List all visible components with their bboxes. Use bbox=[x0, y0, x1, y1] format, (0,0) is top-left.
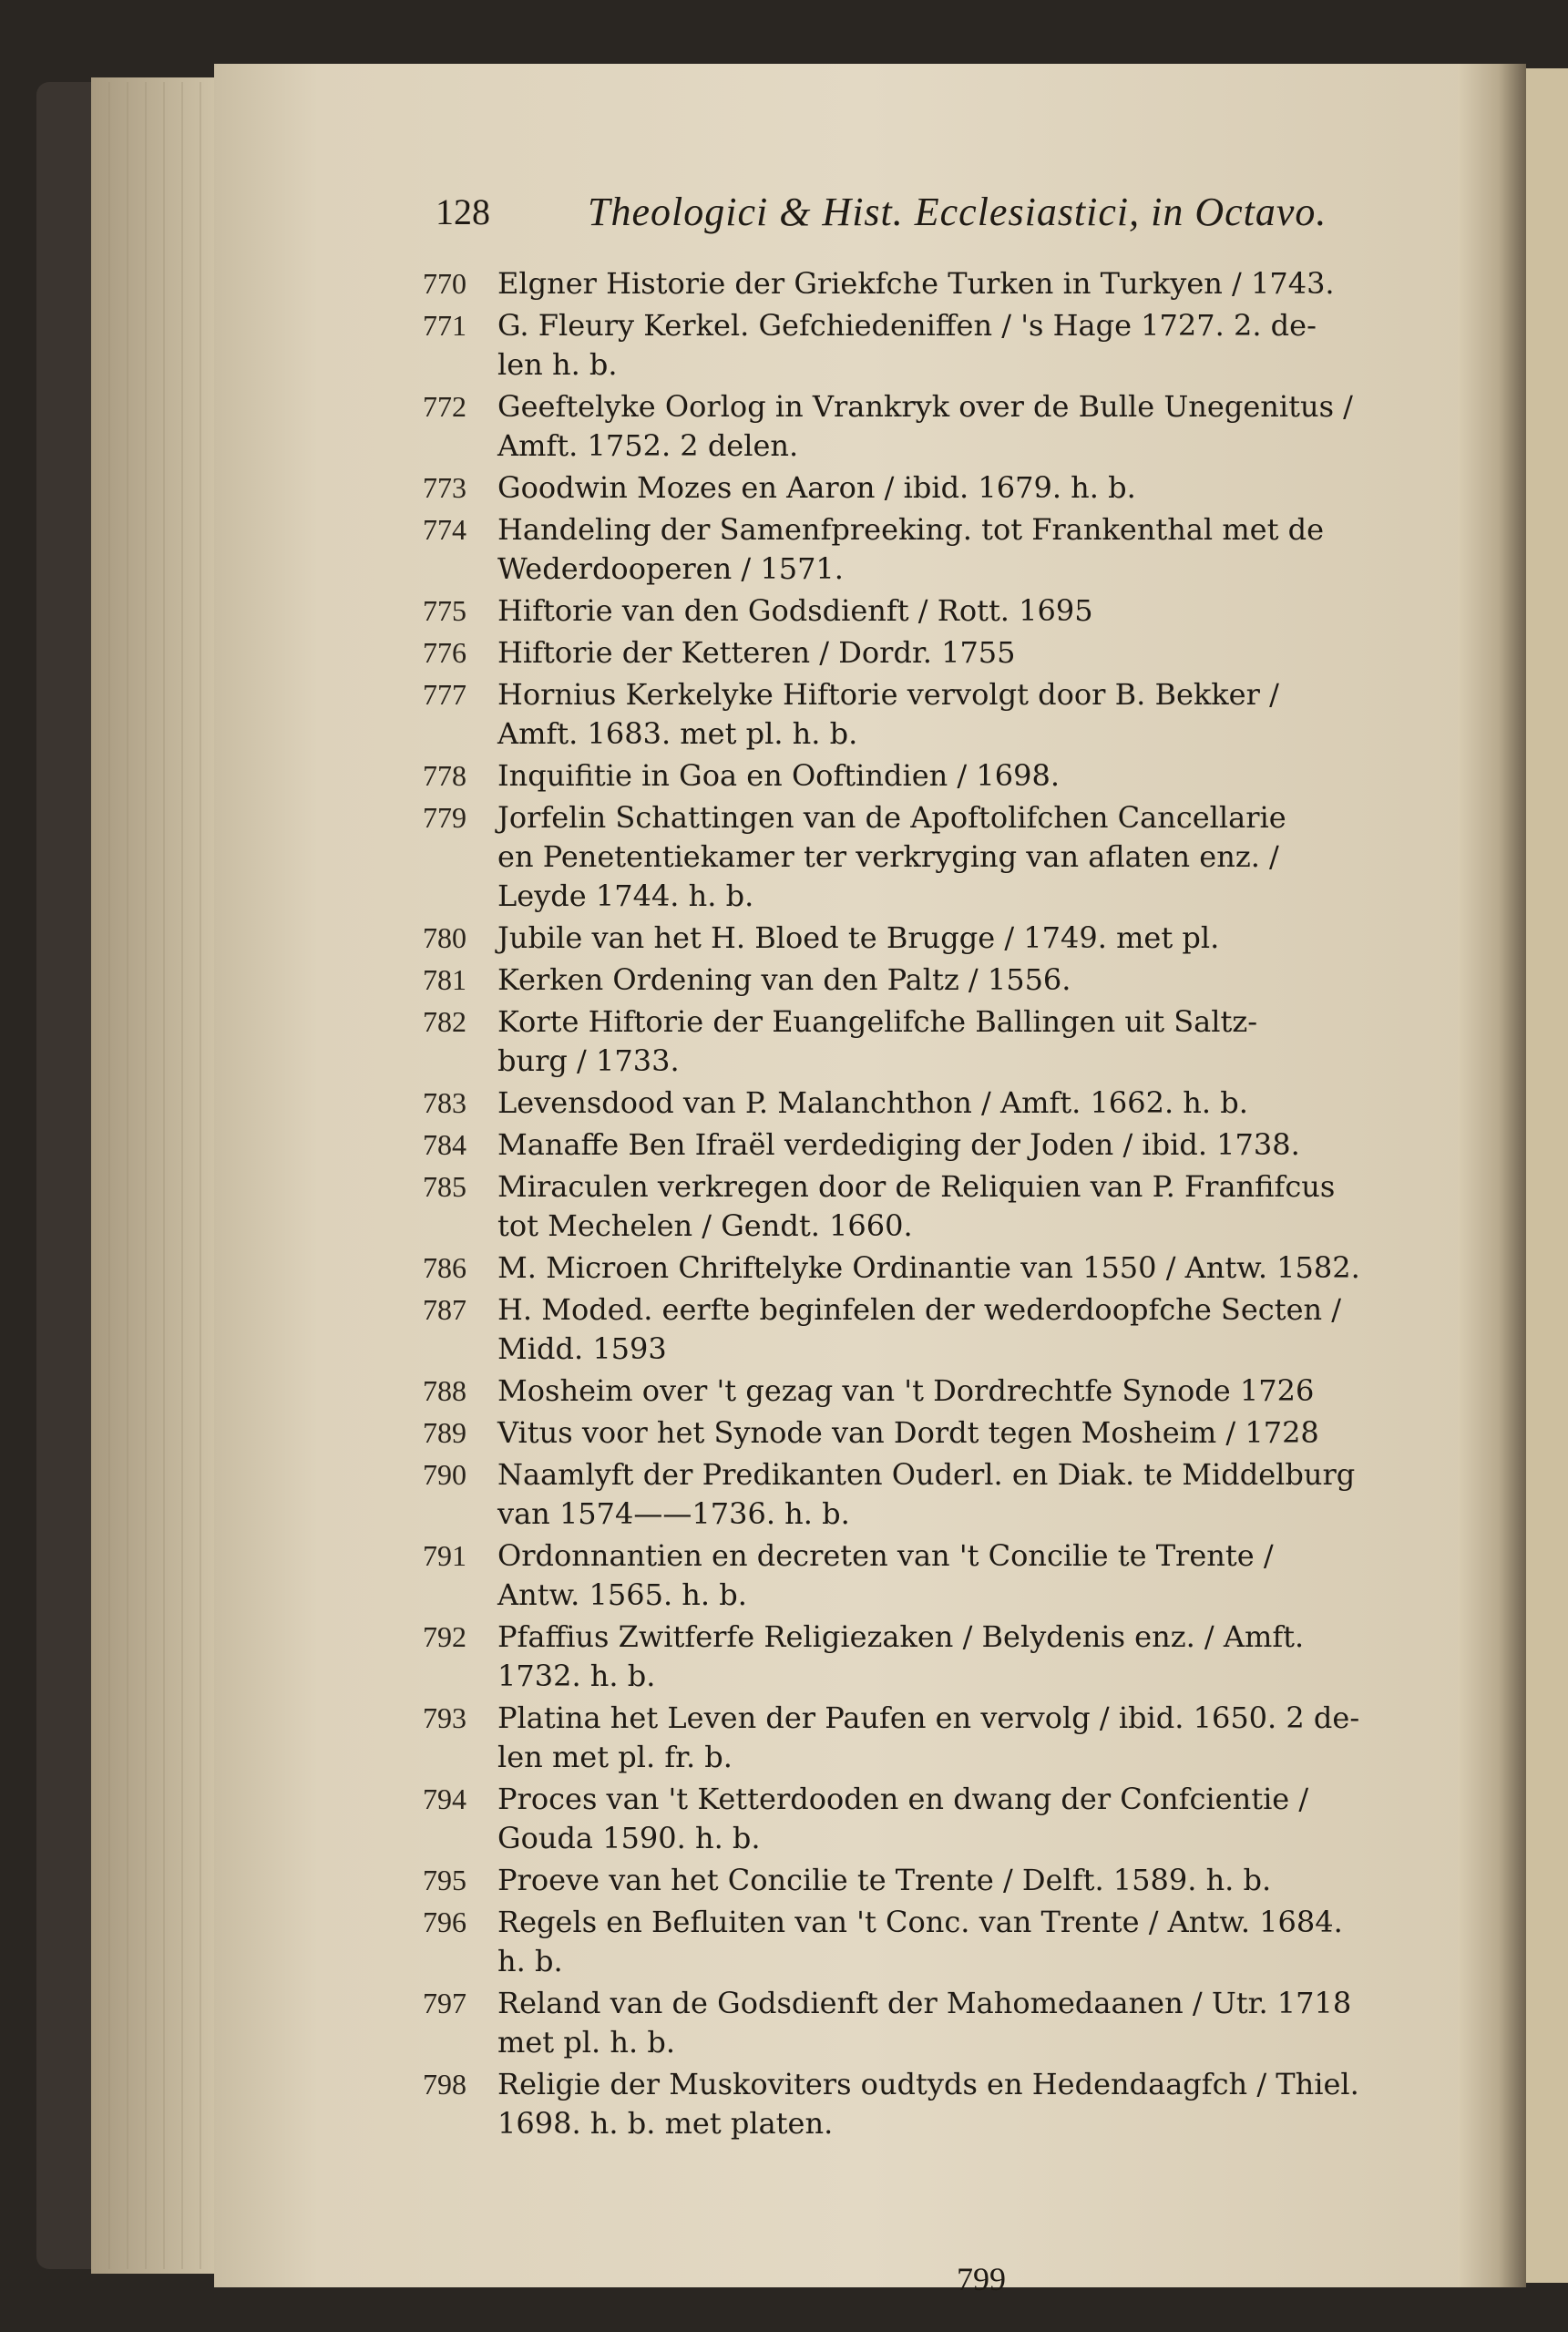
entry-number: 789 bbox=[423, 1416, 466, 1449]
entry-line: Miraculen verkregen door de Reliquien van P. Franfifcus bbox=[497, 1169, 1336, 1204]
entry-number: 788 bbox=[423, 1374, 466, 1407]
entry-line: len h. b. bbox=[497, 347, 618, 382]
running-head bbox=[419, 178, 1467, 241]
entry-line: Levensdood van P. Malanchthon / Amft. 1662. h. b. bbox=[497, 1085, 1248, 1120]
catalogue-entry bbox=[419, 1536, 1467, 1615]
entry-line: Wederdooperen / 1571. bbox=[497, 551, 844, 586]
catalogue-entry bbox=[419, 510, 1467, 589]
catalogue-entry bbox=[419, 306, 1467, 385]
entry-line: 1698. h. b. met platen. bbox=[497, 2106, 834, 2141]
entry-line: Pfaffius Zwitferfe Religiezaken / Belydenis enz. / Amft. bbox=[497, 1619, 1305, 1654]
entry-line: Kerken Ordening van den Paltz / 1556. bbox=[497, 962, 1071, 997]
catalogue-entry bbox=[419, 1780, 1467, 1858]
catalogue-entry bbox=[419, 387, 1467, 466]
entry-number: 775 bbox=[423, 594, 466, 627]
entry-line: 1732. h. b. bbox=[497, 1659, 656, 1693]
entry-line: Naamlyft der Predikanten Ouderl. en Diak. te Middelburg bbox=[497, 1457, 1356, 1492]
entry-line: Vitus voor het Synode van Dordt tegen Mosheim / 1728 bbox=[497, 1415, 1319, 1450]
entry-number: 781 bbox=[423, 963, 466, 996]
catalogue-entry bbox=[419, 1861, 1467, 1900]
entry-line: Handeling der Samenfpreeking. tot Frankenthal met de bbox=[497, 512, 1325, 547]
entry-number: 783 bbox=[423, 1086, 466, 1119]
entry-line: Geeftelyke Oorlog in Vrankryk over de Bulle Unegenitus / bbox=[497, 389, 1353, 424]
entry-number: 796 bbox=[423, 1906, 466, 1938]
entry-line: Hiftorie van den Godsdienft / Rott. 1695 bbox=[497, 593, 1093, 628]
entry-number: 791 bbox=[423, 1539, 466, 1572]
entry-number: 772 bbox=[423, 390, 466, 423]
catalogue-entry bbox=[419, 919, 1467, 958]
catalogue-entry bbox=[419, 1371, 1467, 1411]
entry-line: Korte Hiftorie der Euangelifche Ballingen uit Saltz- bbox=[497, 1004, 1257, 1039]
entry-line: Mosheim over 't gezag van 't Dordrechtfe Synode 1726 bbox=[497, 1373, 1315, 1408]
facing-page bbox=[1526, 68, 1568, 2283]
folio-number: 128 bbox=[436, 191, 490, 232]
catalogue-entry bbox=[419, 961, 1467, 1000]
catalogue-entry bbox=[419, 1290, 1467, 1369]
catalogue-entry bbox=[419, 1699, 1467, 1777]
entry-number: 776 bbox=[423, 636, 466, 669]
entry-line: Reland van de Godsdienft der Mahomedaanen / Utr. 1718 bbox=[497, 1986, 1352, 2020]
catalogue-entry bbox=[419, 1618, 1467, 1696]
entry-number: 777 bbox=[423, 678, 466, 711]
entry-number: 774 bbox=[423, 513, 466, 546]
catalogue-entry bbox=[419, 798, 1467, 916]
entry-line: en Penetentiekamer ter verkryging van aflaten enz. / bbox=[497, 839, 1279, 874]
entry-line: van 1574——1736. h. b. bbox=[497, 1496, 850, 1531]
entry-line: tot Mechelen / Gendt. 1660. bbox=[497, 1208, 913, 1243]
entry-number: 795 bbox=[423, 1864, 466, 1896]
entry-line: Platina het Leven der Paufen en vervolg / ibid. 1650. 2 de- bbox=[497, 1700, 1360, 1735]
entry-number: 786 bbox=[423, 1251, 466, 1284]
entry-line: Antw. 1565. h. b. bbox=[497, 1577, 747, 1612]
catalogue-entry bbox=[419, 675, 1467, 754]
entry-line: len met pl. fr. b. bbox=[497, 1740, 733, 1774]
entry-number: 778 bbox=[423, 759, 466, 792]
entry-line: Inquifitie in Goa en Ooftindien / 1698. bbox=[497, 758, 1060, 793]
catalogue-entry bbox=[419, 1984, 1467, 2062]
entry-line: Amft. 1752. 2 delen. bbox=[497, 428, 799, 463]
entry-number: 794 bbox=[423, 1782, 466, 1815]
entry-line: H. Moded. eerfte beginfelen der wederdoopfche Secten / bbox=[497, 1292, 1342, 1327]
entry-line: Gouda 1590. h. b. bbox=[497, 1821, 761, 1855]
catalogue-entry bbox=[419, 2065, 1467, 2143]
entry-number: 773 bbox=[423, 471, 466, 504]
catalogue-entry bbox=[419, 1413, 1467, 1453]
entry-line: Hiftorie der Ketteren / Dordr. 1755 bbox=[497, 635, 1016, 670]
catalogue-entry bbox=[419, 1455, 1467, 1534]
entry-number: 780 bbox=[423, 921, 466, 954]
catalogue-entry bbox=[419, 1002, 1467, 1081]
entry-line: Proces van 't Ketterdooden en dwang der Confcientie / bbox=[497, 1782, 1309, 1816]
page-edges bbox=[91, 77, 219, 2274]
entry-line: Ordonnantien en decreten van 't Concilie te Trente / bbox=[497, 1538, 1274, 1573]
entry-line: Manaffe Ben Ifraël verdediging der Joden / ibid. 1738. bbox=[497, 1127, 1300, 1162]
entry-number: 797 bbox=[423, 1987, 466, 2019]
catalogue-entry bbox=[419, 756, 1467, 796]
catalogue-entry bbox=[419, 591, 1467, 631]
entry-line: Midd. 1593 bbox=[497, 1331, 667, 1366]
entry-line: Goodwin Mozes en Aaron / ibid. 1679. h. b. bbox=[497, 470, 1136, 505]
entry-line: Religie der Muskoviters oudtyds en Hedendaagfch / Thiel. bbox=[497, 2067, 1359, 2101]
entry-number: 793 bbox=[423, 1701, 466, 1734]
running-head-title: Theologici & Hist. Ecclesiastici, in Octavo. bbox=[588, 190, 1327, 234]
catalogue-entry bbox=[419, 468, 1467, 508]
entry-number: 790 bbox=[423, 1458, 466, 1491]
catalogue-entry bbox=[419, 1248, 1467, 1288]
catalogue-entry bbox=[419, 1903, 1467, 1981]
entry-number: 771 bbox=[423, 309, 466, 342]
catalogue-entry bbox=[419, 1084, 1467, 1123]
catchword: 799 bbox=[957, 2261, 1006, 2297]
entry-number: 782 bbox=[423, 1005, 466, 1038]
catalogue-entry bbox=[419, 633, 1467, 673]
entry-number: 770 bbox=[423, 267, 466, 300]
entry-number: 792 bbox=[423, 1620, 466, 1653]
catalogue-entry bbox=[419, 264, 1467, 303]
entry-number: 784 bbox=[423, 1128, 466, 1161]
entry-number: 787 bbox=[423, 1293, 466, 1326]
entry-number: 785 bbox=[423, 1170, 466, 1203]
entry-line: met pl. h. b. bbox=[497, 2025, 675, 2060]
entry-line: M. Microen Chriftelyke Ordinantie van 1550 / Antw. 1582. bbox=[497, 1250, 1360, 1285]
entry-number: 798 bbox=[423, 2068, 466, 2101]
entry-line: Jorfelin Schattingen van de Apoftolifchen Cancellarie bbox=[497, 800, 1286, 835]
entry-line: G. Fleury Kerkel. Gefchiedeniffen / 's Hage 1727. 2. de- bbox=[497, 308, 1317, 343]
entry-line: h. b. bbox=[497, 1944, 563, 1978]
gutter-shadow bbox=[1458, 64, 1526, 2287]
catalogue-entry bbox=[419, 1125, 1467, 1165]
catalogue-entry bbox=[419, 1167, 1467, 1246]
entry-line: Regels en Befluiten van 't Conc. van Trente / Antw. 1684. bbox=[497, 1905, 1343, 1939]
entry-line: Jubile van het H. Bloed te Brugge / 1749. met pl. bbox=[497, 920, 1220, 955]
entry-line: Amft. 1683. met pl. h. b. bbox=[497, 716, 858, 751]
entry-line: Hornius Kerkelyke Hiftorie vervolgt door B. Bekker / bbox=[497, 677, 1279, 712]
entry-line: burg / 1733. bbox=[497, 1043, 680, 1078]
entry-line: Leyde 1744. h. b. bbox=[497, 878, 754, 913]
catalogue-entries bbox=[419, 264, 1467, 2146]
entry-number: 779 bbox=[423, 801, 466, 834]
entry-line: Elgner Historie der Griekfche Turken in Turkyen / 1743. bbox=[497, 266, 1335, 301]
entry-line: Proeve van het Concilie te Trente / Delft. 1589. h. b. bbox=[497, 1863, 1272, 1897]
